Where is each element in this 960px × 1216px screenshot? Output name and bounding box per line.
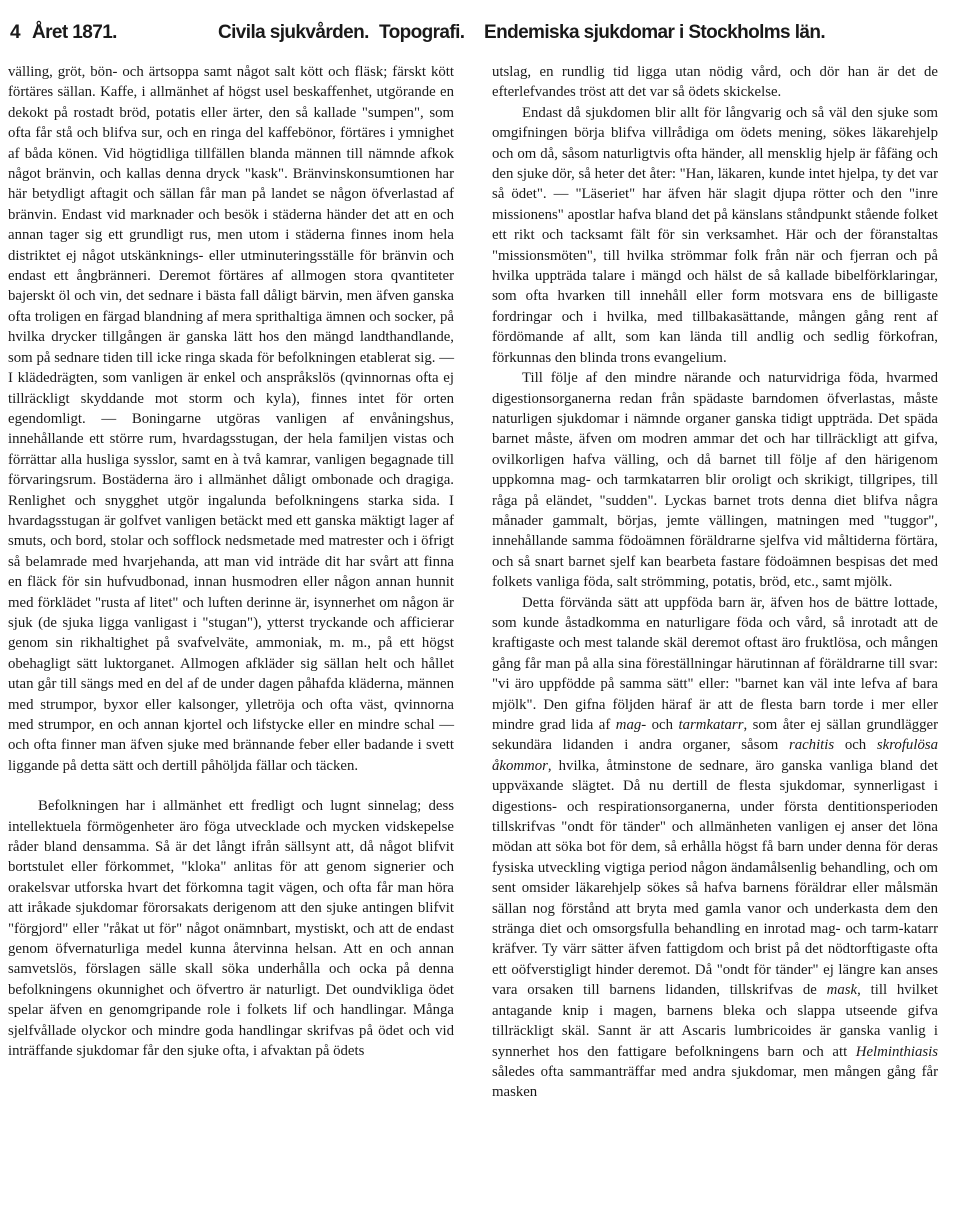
term-helminthiasis: Helminthiasis bbox=[855, 1043, 938, 1060]
header-section-civil-care: Civila sjukvården. bbox=[218, 22, 369, 43]
paragraph-child-diseases: Detta förvända sätt att uppföda barn är, äfven hos de bättre lottade, som kunde åstadkomma en naturligare föda och vård, så inrotadt att de kraftigaste och mest talande skäl deremot oftast äro fruktlösa, och mången gång får man på alla sina föreställningar härutinnan af föräldrarne till svar: "vi äro uppfödde på samma sätt" eller: "barnet kan väl inte lefva af bara mjölk". Den gifna följden häraf är att de flesta barn torde i mer eller mindre grad lida af mag- och tarmkatarr, som åter ej sällan grundlägger sekundära lidanden i andra organer, såsom rachitis och skrofulösa åkommor, hvilka, åtminstone de sednare, äro ganska vanliga bland det uppväxande slägtet. Då nu dertill de flesta sjukdomar, synnerligast i digestions- och respirationsorganerna, under första dentitionsperioden tillskrifvas "ondt för tänder" och allmänheten vanligen ej anser det löna mödan att söka bot för dem, så erhålla högst få barn under denna för deras fysiska utveckling vigtiga period någon ändamålsenlig behandling, och om sent omsider läkarehjelp sökes så hafva barnens föräldrar eller målsmän sällan nog förstånd att bryta med gamla vanor och underkasta dem den stränga diet och omsorgsfulla behandling en inrotad mag- och tarm-katarr kräfver. Ty värr sätter äfven fattigdom och brist på det nödtorftigaste ofta ett oöfverstigligt hinder deremot. Då "ondt för tänder" ej längre kan anses vara orsaken till barnens lidanden, tillskrifvas de mask, till hvilket antagande knip i magen, barnens bleka och slappa utseende gifva tillräckligt skäl. Sannt är att Ascaris lumbricoides är ganska vanlig i synnerhet hos den fattigare befolkningens barn och att Helminthiasis således ofta sammanträffar med andra sjukdomar, men mången gång får masken bbox=[492, 594, 939, 1101]
right-column bbox=[492, 62, 938, 1212]
term-rachitis: rachitis bbox=[788, 737, 835, 754]
header-year: Året 1871. bbox=[32, 22, 117, 43]
header-section-topography: Topografi. bbox=[379, 22, 465, 43]
term-skrofulosa: skrofulösa åkommor bbox=[492, 737, 938, 774]
page-number: 4 bbox=[10, 22, 20, 43]
paragraph-infant-feeding: Till följe af den mindre närande och naturvidriga föda, hvarmed digestionsorganerna redan från spädaste barndomen öfverlastas, måste naturligen sjukdomar i nämnde organer ganska tidigt uppträda. Det späda barnet måste, äfven om modren ammar det och har tillräckligt att gifva, ovilkorligen hafva välling, och då barnet till följe af den härigenom uppkomna mag- och tarmkatarren blir oroligt och skrikigt, tillgripes, till råga på eländet, "sudden". Lyckas barnet trots denna diet blifva några månader gammalt, börjas, jemte vällingen, matningen med "tuggor", innehållande samma födoämnen föräldrarne sjelfva vid måltiderna förtära, och så snart barnet sjelf kan bearbeta fastare födoämnen bespisas det med folkets vanliga föda, salt strömming, potatis, bröd, etc., samt mjölk. bbox=[492, 370, 938, 591]
paragraph-diet-housing: välling, gröt, bön- och ärtsoppa samt något salt kött och fläsk; färskt kött förtäres sällan. Kaffe, i allmänhet af högst usel beskaffenhet, utgörande en dekokt på rostadt bröd, potatis eller ärter, den så kallade "sumpen", som ofta får stå och blifva sur, och en ringa del kaffebönor, förtäres i ymnighet af båda könen. Vid högtidliga tillfällen blanda männen till nämnde afkok något bränvin, och kallas denna dryck "kask". Bränvinskonsumtionen har här betydligt aftagit och sällan får man på landet se någon öfverlastad af bränvin. Endast vid marknader och besök i städerna händer det att en och annan tager sig ett grundligt rus, men utom i städerna finnes inom hela distriktet ej något utskänknings- eller utminuteringsställe för bränvin och endast ett ångbränneri. Deremot förtäres af allmogen stora qvantiteter bajerskt öl och vin, det sednare i bästa fall dåligt bärvin, men äfven ganska ofta troligen en färgad blandning af mera sprithaltiga ämnen och socker, på hvilka drycker tillgången är ganska lätt hos den mängd landthandlande, som på sednare tiden till icke ringa skada för befolkningen etablerat sig. — I klädedrägten, som vanligen är enkel och anspråkslös (qvinnornas ofta ej tillräckligt skyddande mot storm och kyla), finnes intet för orten egendomligt. — Boningarne utgöras vanligen af envåningshus, innehållande ett större rum, hvardagsstugan, der hela familjen vistas och förrättar alla husliga sysslor, samt en à två kamrar, vanligen begagnade till förvaringsrum. Bostäderna äro i allmänhet dåligt ombonade och dragiga. Renlighet och snygghet utgör ingalunda befolkningens starka sida. I hvardagsstugan är golfvet vanligen betäckt med ett ganska mäktigt lager af smuts, och bord, stolar och sofflock nedsmetade med matrester och i öfrigt så belamrade med hvarjehanda, att man vid inträde dit har svårt att finna en fläck för sin hufvudbonad, innan husmodren eller någon annan hunnit med förklädet "rusta af litet" och luften derinne är, isynnerhet om någon är sjuk (de sjuka ligga vanligast i "stugan"), ytterst tryckande och afficierar genom sin rikhaltighet på svafvelväte, ammoniak, m. m., på ett högst obehagligt sätt luktorganet. Allmogen afkläder sig sällan helt och hållet utan går till sängs med en del af de under dagen påhafda kläderna, männen med strumpor, byxor eller kalsonger, ylletröja och ofta väst, qvinnorna med strumpor, en och annan kjortel och lifstycke eller en mindre schal — och ofta finner man äfven sjuke med brännande feber eller badande i svett liggande på detta sätt och dertill påhöljda fällar och täcken. bbox=[8, 64, 454, 774]
paragraph-continuation: utslag, en rundlig tid ligga utan nödig vård, och dör han är det de efterlefvandes tröst att det var så ödets skickelse. bbox=[492, 64, 938, 101]
term-tarmkatarr: tarmkatarr bbox=[678, 717, 744, 733]
header-section-endemic-diseases: Endemiska sjukdomar i Stockholms län. bbox=[484, 22, 826, 43]
page-header bbox=[10, 22, 950, 52]
term-mask: mask bbox=[826, 982, 858, 999]
paragraph-population-character: Befolkningen har i allmänhet ett fredligt och lugnt sinnelag; dess intellektuela förmögenheter äro föga utvecklade och mycken vidskepelse råder bland densamma. Så är det långt ifrån sällsynt att, då något blifvit bortstulet eller förkommet, "kloka" anlitas för att genom signerier och orakelsvar utforska hvart det förkomna tagit vägen, och ofta får man höra att iråkade sjukdomar förorsakats derigenom att den sjuke antingen blifvit "förgjord" eller "råkat ut för" något onämnbart, mystiskt, och att de endast genom öfvernaturliga medel kunna återvinna helsan. Att en och annan samvetslös, förslagen sälle skall söka underhålla och ocka på denna befolkningens okunnighet och öfvertro är naturligt. Det oundvikliga ödet spelar äfven en genomgripande role i folkets lif och handlingar. Många sjelfvållade olyckor och mindre goda handlingar skrifvas på ödet och vid inträffande sjukdomar får den sjuke ofta, i afvaktan på ödets bbox=[8, 798, 454, 1060]
left-column bbox=[8, 62, 454, 1212]
paragraph-medical-help: Endast då sjukdomen blir allt för långvarig och så väl den sjuke som omgifningen börja blifva villrådiga om ödets mening, sökes läkarehjelp och om då, såsom naturligtvis ofta händer, all mensklig hjelp är fåfäng och den sjuke dör, så heter det åter: "Han, läkaren, kunde intet hjelpa, ty det var så ödet". — "Läseriet" har äfven här slagit djupa rötter och den "inre missionens" apostlar hafva bland det på känslans ståndpunkt stående folket ett rikt och tacksamt fält för sin verksamhet. Här och der föranstaltas "missionsmöten", till hvilka strömmar folk från när och fjerran och på hvilka uppträda talare i mängd och hälst de så kallade bibelförklaringar, som ofta hvarken till innehåll eller form motsvara ens de billigaste fordringar och i hvilka, med tillbakasättande, mången gång rent af fördömande af allt, som kan lända till andlig och sedlig förkofran, förkunnas den blinda trons evangelium. bbox=[492, 104, 938, 366]
term-mag: mag- bbox=[615, 717, 647, 733]
